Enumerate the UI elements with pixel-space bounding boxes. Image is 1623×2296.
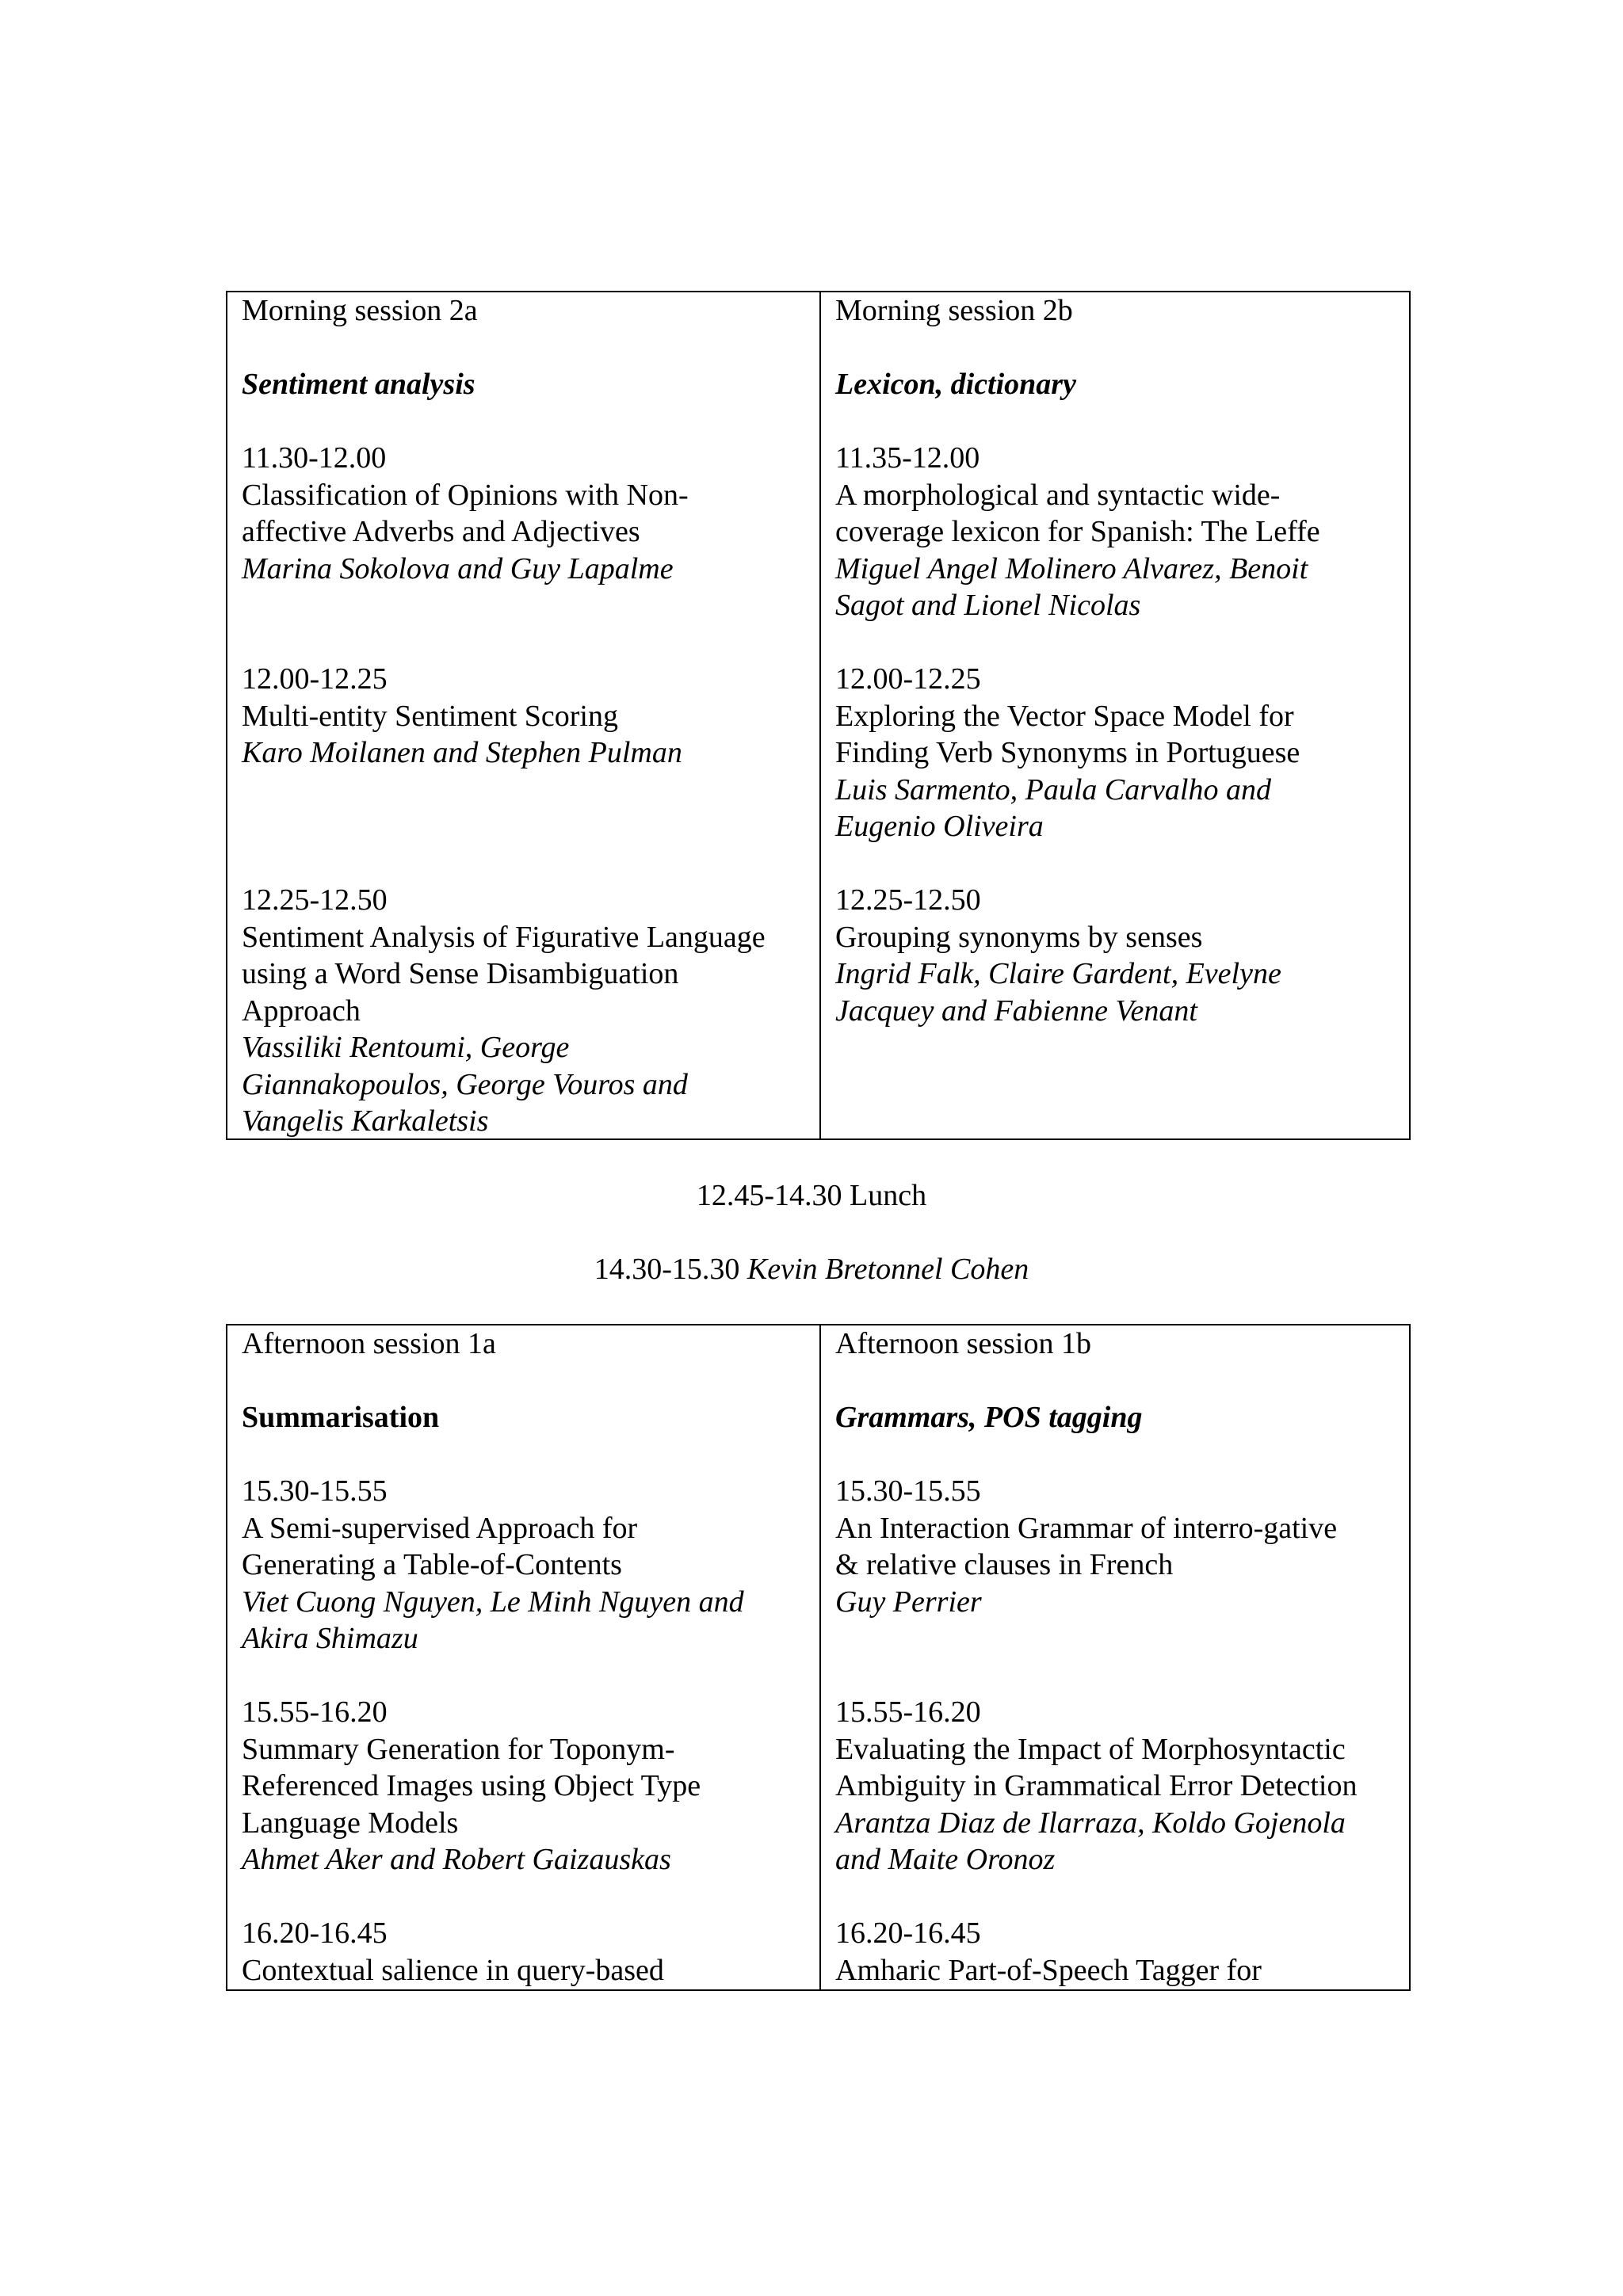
afternoon-sessions-table [226,1324,1411,1991]
talk-time: 11.35-12.00 [835,441,980,475]
talk-authors: Guy Perrier [835,1585,982,1619]
keynote [0,1251,1623,1288]
talk-authors: Ingrid Falk, Claire Gardent, Evelyne [835,957,1281,990]
talk-title: & relative clauses in French [835,1548,1174,1581]
talk-title: A morphological and syntactic wide- [835,478,1281,512]
talk-authors: and Maite Oronoz [835,1843,1056,1876]
session-label: Morning session 2a [242,294,478,327]
talk-title: coverage lexicon for Spanish: The Leffe [835,515,1320,548]
session-label: Afternoon session 1b [835,1327,1091,1360]
session-label: Afternoon session 1a [242,1327,496,1360]
talk-title: Contextual salience in query-based [242,1953,664,1987]
talk-time: 12.25-12.50 [242,883,388,917]
talk-time: 15.30-15.55 [242,1474,388,1508]
talk-title: Amharic Part-of-Speech Tagger for [835,1953,1262,1987]
session-2b-column [819,292,1412,1138]
talk-authors: Vassiliki Rentoumi, George [242,1031,570,1064]
talk-title: Generating a Table-of-Contents [242,1548,622,1581]
session-topic: Summarisation [242,1401,440,1434]
session-2a-column [227,292,819,1138]
session-1a-column [227,1325,819,1989]
talk-authors: Eugenio Oliveira [835,810,1044,843]
talk-title: Grouping synonyms by senses [835,920,1203,954]
talk-time: 12.25-12.50 [835,883,981,917]
talk-authors: Jacquey and Fabienne Venant [835,994,1197,1028]
session-topic: Sentiment analysis [242,368,475,401]
talk-time: 15.55-16.20 [835,1695,981,1729]
morning-sessions-table [226,291,1411,1140]
talk-authors: Miguel Angel Molinero Alvarez, Benoit [835,551,1308,585]
talk-title: Summary Generation for Toponym- [242,1732,675,1766]
talk-title: Language Models [242,1806,459,1840]
talk-title: An Interaction Grammar of interro-gative [835,1511,1338,1545]
talk-title: affective Adverbs and Adjectives [242,515,640,548]
talk-time: 11.30-12.00 [242,441,387,475]
talk-time: 16.20-16.45 [242,1917,388,1950]
talk-authors: Akira Shimazu [242,1622,418,1655]
talk-title: using a Word Sense Disambiguation [242,957,679,990]
talk-title: Exploring the Vector Space Model for [835,699,1294,733]
talk-authors: Luis Sarmento, Paula Carvalho and [835,772,1271,807]
talk-title: Evaluating the Impact of Morphosyntactic [835,1732,1346,1766]
talk-time: 15.30-15.55 [835,1474,981,1508]
session-topic: Lexicon, dictionary [835,368,1076,401]
keynote-speaker: Kevin Bretonnel Cohen [747,1253,1029,1286]
talk-authors: Karo Moilanen and Stephen Pulman [242,736,682,769]
talk-authors: Sagot and Lionel Nicolas [835,589,1141,622]
talk-title: Ambiguity in Grammatical Error Detection [835,1769,1358,1802]
talk-authors: Ahmet Aker and Robert Gaizauskas [242,1843,671,1876]
talk-authors: Viet Cuong Nguyen, Le Minh Nguyen and [242,1585,744,1619]
talk-title: Approach [242,994,361,1028]
talk-time: 16.20-16.45 [835,1917,981,1950]
talk-title: Classification of Opinions with Non- [242,478,689,512]
talk-authors: Vangelis Karkaletsis [242,1104,489,1138]
talk-title: Finding Verb Synonyms in Portuguese [835,736,1300,769]
session-1b-column [819,1325,1412,1989]
talk-title: Referenced Images using Object Type [242,1769,701,1802]
lunch-break: 12.45-14.30 Lunch [696,1179,927,1212]
talk-authors: Giannakopoulos, George Vouros and [242,1067,688,1101]
talk-authors: Arantza Diaz de Ilarraza, Koldo Gojenola [835,1806,1346,1840]
talk-title: Multi-entity Sentiment Scoring [242,699,618,733]
talk-time: 15.55-16.20 [242,1695,388,1729]
session-topic: Grammars, POS tagging [835,1401,1143,1434]
keynote-time: 14.30-15.30 [594,1253,740,1286]
talk-time: 12.00-12.25 [835,662,981,696]
session-label: Morning session 2b [835,294,1073,327]
talk-authors: Marina Sokolova and Guy Lapalme [242,551,674,585]
talk-title: Sentiment Analysis of Figurative Language [242,920,766,954]
talk-time: 12.00-12.25 [242,662,388,696]
talk-title: A Semi-supervised Approach for [242,1511,638,1545]
